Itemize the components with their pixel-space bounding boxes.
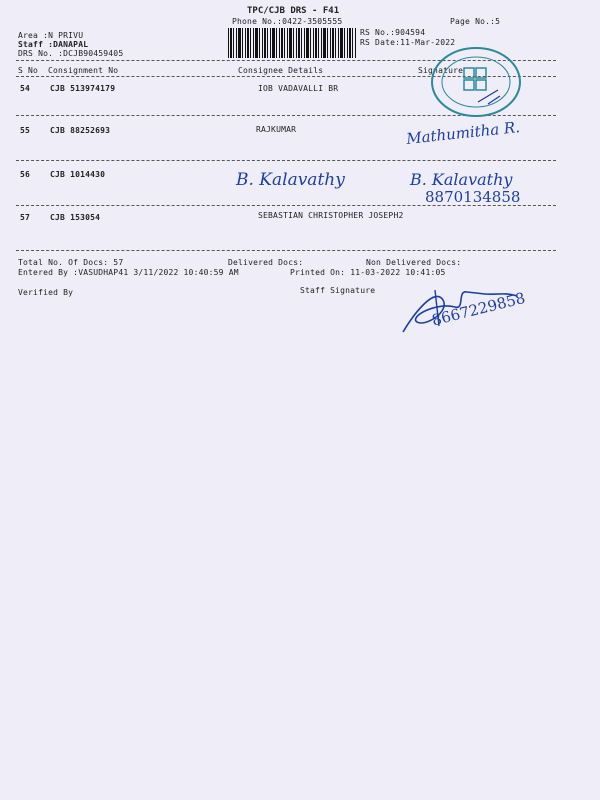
row-consignment: CJB 513974179 [50,84,116,93]
row-consignment: CJB 1014430 [50,170,106,179]
handwritten-signature: Mathumitha R. [405,118,521,148]
verified-by: Verified By [18,288,74,297]
handwritten-signature: B. Kalavathy [410,170,513,189]
handwritten-consignee: B. Kalavathy [236,170,345,190]
rs-date: RS Date:11-Mar-2022 [360,38,456,47]
row-sno: 55 [20,126,31,135]
entered-by: Entered By :VASUDHAP41 3/11/2022 10:40:59 AM [18,268,239,277]
row-sno: 54 [20,84,31,93]
barcode [228,28,356,58]
page-number: Page No.:5 [450,17,501,26]
table-bottom-divider [16,250,556,251]
handwritten-phone: 8870134858 [425,188,521,206]
staff-label: Staff :DANAPAL [18,40,89,49]
col-sno: S No [18,66,39,75]
staff-signature-label: Staff Signature [300,286,376,295]
area-label: Area :N PRIVU [18,31,84,40]
row-divider [16,205,556,206]
row-consignee: SEBASTIAN CHRISTOPHER JOSEPH2 [258,211,404,220]
office-seal-stamp [428,44,524,120]
row-consignment: CJB 88252693 [50,126,111,135]
row-consignee: IOB VADAVALLI BR [258,84,339,93]
staff-handwritten-phone: 8667229858 [430,288,527,330]
row-consignment: CJB 153054 [50,213,101,222]
col-signature: Signature [418,66,464,75]
phone-number: Phone No.:0422-3505555 [232,17,343,26]
delivered-docs: Delivered Docs: [228,258,304,267]
total-docs: Total No. Of Docs: 57 [18,258,124,267]
row-divider [16,160,556,161]
non-delivered-docs: Non Delivered Docs: [366,258,462,267]
col-consignment: Consignment No [48,66,119,75]
col-consignee: Consignee Details [238,66,324,75]
row-sno: 56 [20,170,31,179]
document-title: TPC/CJB DRS - F41 [247,6,340,16]
drs-number: DRS No. :DCJB90459405 [18,49,124,58]
printed-on: Printed On: 11-03-2022 10:41:05 [290,268,446,277]
row-consignee: RAJKUMAR [256,125,297,134]
row-sno: 57 [20,213,31,222]
rs-number: RS No.:904594 [360,28,426,37]
